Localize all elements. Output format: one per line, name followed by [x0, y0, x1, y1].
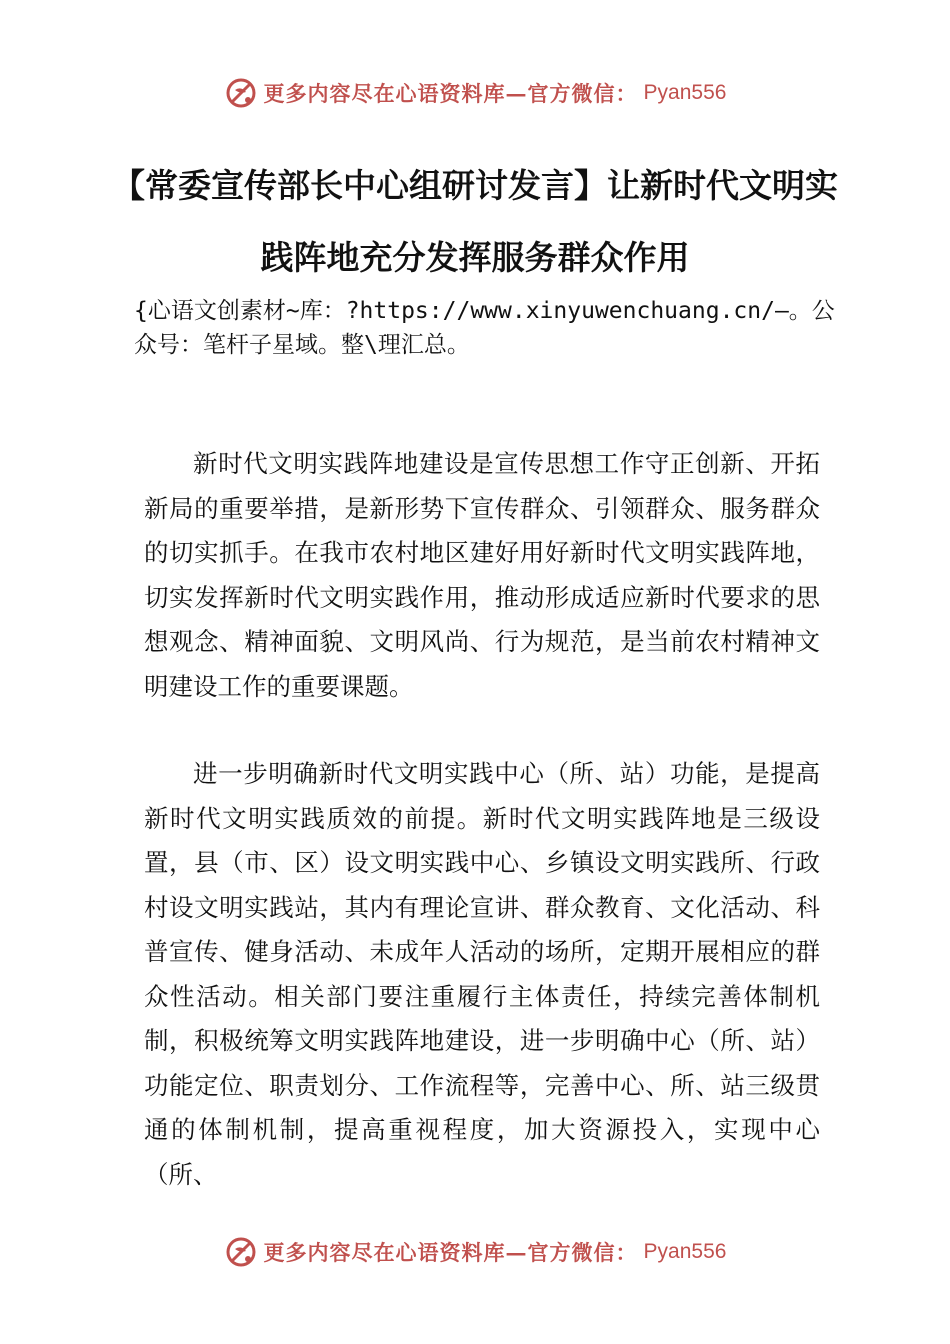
header-banner: [0, 73, 950, 113]
red-quill-logo-icon: [224, 1235, 258, 1269]
red-quill-logo-icon: [224, 76, 258, 110]
source-note: {心语文创素材~库：?https://www.xinyuwenchuang.cn/—。公众号：笔杆子星域。整\理汇总。: [134, 298, 835, 358]
header-banner-text: 更多内容尽在心语资料库—官方微信：: [263, 81, 638, 106]
footer-banner-text: 更多内容尽在心语资料库—官方微信：: [263, 1240, 638, 1265]
footer-banner: [0, 1232, 950, 1272]
footer-banner-wechat: Pyan556: [643, 1240, 727, 1263]
paragraph-2: 进一步明确新时代文明实践中心（所、站）功能，是提高新时代文明实践质效的前提。新时代文明实践阵地是三级设置，县（市、区）设文明实践中心、乡镇设文明实践所、行政村设文明实践站，其内有理论宣讲、群众教育、文化活动、科普宣传、健身活动、未成年人活动的场所，定期开展相应的群众性活动。相关部门要注重履行主体责任，持续完善体制机制，积极统筹文明实践阵地建设，进一步明确中心（所、站）功能定位、职责划分、工作流程等，完善中心、所、站三级贯通的体制机制，提高重视程度，加大资源投入，实现中心（所、: [144, 759, 820, 1189]
header-banner-wechat: Pyan556: [643, 81, 727, 104]
paragraph-1: 新时代文明实践阵地建设是宣传思想工作守正创新、开拓新局的重要举措，是新形势下宣传群众、引领群众、服务群众的切实抓手。在我市农村地区建好用好新时代文明实践阵地，切实发挥新时代文明实践作用，推动形成适应新时代要求的思想观念、精神面貌、文明风尚、行为规范，是当前农村精神文明建设工作的重要课题。: [144, 449, 820, 701]
document-title: 【常委宣传部长中心组研讨发言】让新时代文明实践阵地充分发挥服务群众作用: [112, 166, 838, 277]
